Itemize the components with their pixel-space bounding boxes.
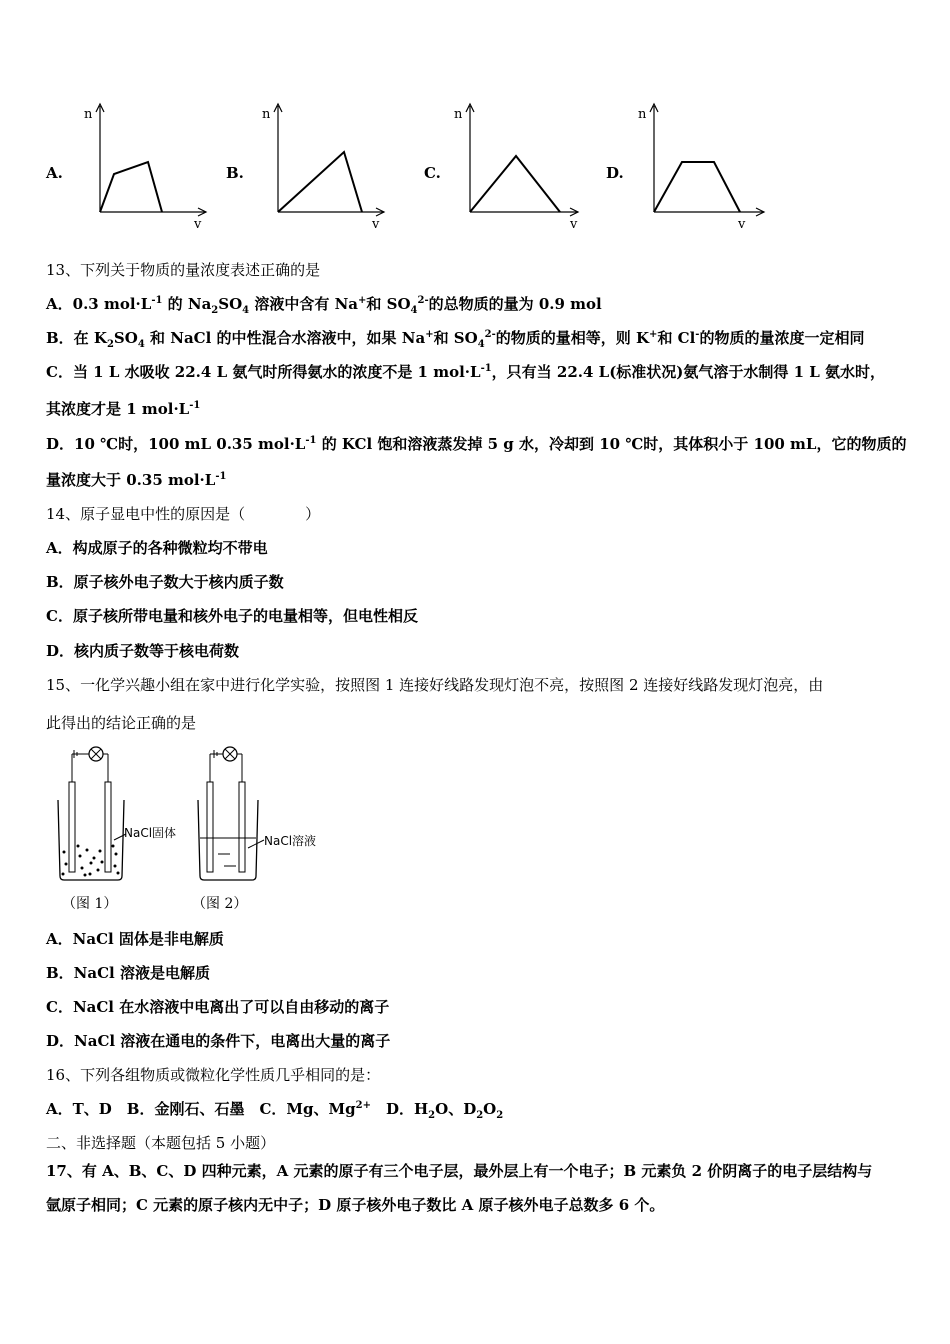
figure-2-note: NaCl溶液	[264, 834, 317, 848]
figure-1-note: NaCl固体	[124, 826, 177, 840]
axis-v-label: v	[194, 217, 202, 230]
q14-option-d: D．核内质子数等于核电荷数	[46, 642, 240, 660]
q13-option-c-line2: 其浓度才是 1 $mol\cdot L^{-1}$	[46, 400, 201, 418]
graph-c	[450, 100, 590, 230]
axis-n-label: n	[454, 107, 463, 122]
q17-line2: 氩原子相同；C 元素的原子核内无中子；D 原子核外电子数比 A 原子核外电子总数多 6 个。	[46, 1196, 665, 1214]
graph-a	[80, 100, 215, 230]
q13-option-a: A．0.3 $mol\cdot L^{-1}$ 的 $Na_2SO_4$ 溶液中含有 Na+和 $SO_4^{2-}$的总物质的量为 0.9 mol	[46, 295, 602, 316]
figure-1-caption: （图 1）	[62, 896, 118, 912]
q14-stem: 14、原子显电中性的原因是（ ）	[46, 505, 321, 523]
q13-option-d-line2: 量浓度大于 0.35 $mol\cdot L^{-1}$	[46, 471, 227, 489]
axis-n-label: n	[262, 107, 271, 122]
curve-b	[278, 152, 362, 212]
figure-2-beaker-nacl-solution	[196, 742, 276, 882]
axis-v-label: v	[738, 217, 746, 230]
axis-n-label: n	[84, 107, 93, 122]
graph-b	[258, 100, 393, 230]
graph-b-label: B.	[226, 164, 244, 182]
curve-d	[654, 162, 740, 212]
q15-option-b: B．NaCl 溶液是电解质	[46, 964, 210, 982]
q15-stem-line1: 15、一化学兴趣小组在家中进行化学实验，按照图 1 连接好线路发现灯泡不亮，按照图 2 连接好线路发现灯泡亮，由	[46, 676, 824, 694]
q13-option-d-line1: D．10 ℃时，100 mL 0.35 $mol\cdot L^{-1}$ 的 KCl 饱和溶液蒸发掉 5 g 水，冷却到 10 ℃时，其体积小于 100 mL，它的物质的	[46, 435, 907, 453]
q13-stem: 13、下列关于物质的量浓度表述正确的是	[46, 261, 321, 279]
curve-a	[100, 162, 162, 212]
q13-option-c-line1: C．当 1 L 水吸收 22.4 L 氨气时所得氨水的浓度不是 1 $mol\cdot L^{-1}$，只有当 22.4 L(标准状况)氨气溶于水制得 1 L 氨水时，	[46, 363, 886, 381]
q13-option-b: B．在 $K_2SO_4$ 和 NaCl 的中性混合水溶液中，如果 Na+和 $SO_4^{2-}$的物质的量相等，则 K+和 Cl-的物质的量浓度一定相同	[46, 329, 865, 350]
q17-line1: 17、有 A、B、C、D 四种元素，A 元素的原子有三个电子层，最外层上有一个电子；B 元素负 2 价阴离子的电子层结构与	[46, 1162, 873, 1180]
figure-2-caption: （图 2）	[192, 896, 248, 912]
axis-v-label: v	[570, 217, 578, 230]
q15-option-a: A．NaCl 固体是非电解质	[46, 930, 224, 948]
figure-1-beaker-nacl-solid	[52, 742, 132, 882]
q15-option-c: C．NaCl 在水溶液中电离出了可以自由移动的离子	[46, 998, 390, 1016]
q14-option-c: C．原子核所带电量和核外电子的电量相等，但电性相反	[46, 607, 418, 625]
q14-option-b: B．原子核外电子数大于核内质子数	[46, 573, 284, 591]
q15-option-d: D．NaCl 溶液在通电的条件下，电离出大量的离子	[46, 1032, 391, 1050]
curve-c	[470, 156, 560, 212]
axis-v-label: v	[372, 217, 380, 230]
q14-option-a: A．构成原子的各种微粒均不带电	[46, 539, 268, 557]
q16-stem: 16、下列各组物质或微粒化学性质几乎相同的是：	[46, 1066, 381, 1084]
graph-c-label: C.	[424, 164, 441, 182]
graph-d	[634, 100, 774, 230]
q15-stem-line2: 此得出的结论正确的是	[46, 714, 197, 732]
q16-options: A．T、D B．金刚石、石墨 C．Mg、$Mg^{2+}$ D．$H_2O$、$D_2O_2$	[46, 1100, 504, 1121]
axis-n-label: n	[638, 107, 647, 122]
graph-d-label: D.	[606, 164, 624, 182]
section-2-heading: 二、非选择题（本题包括 5 小题）	[46, 1134, 276, 1152]
graph-a-label: A.	[46, 164, 63, 182]
